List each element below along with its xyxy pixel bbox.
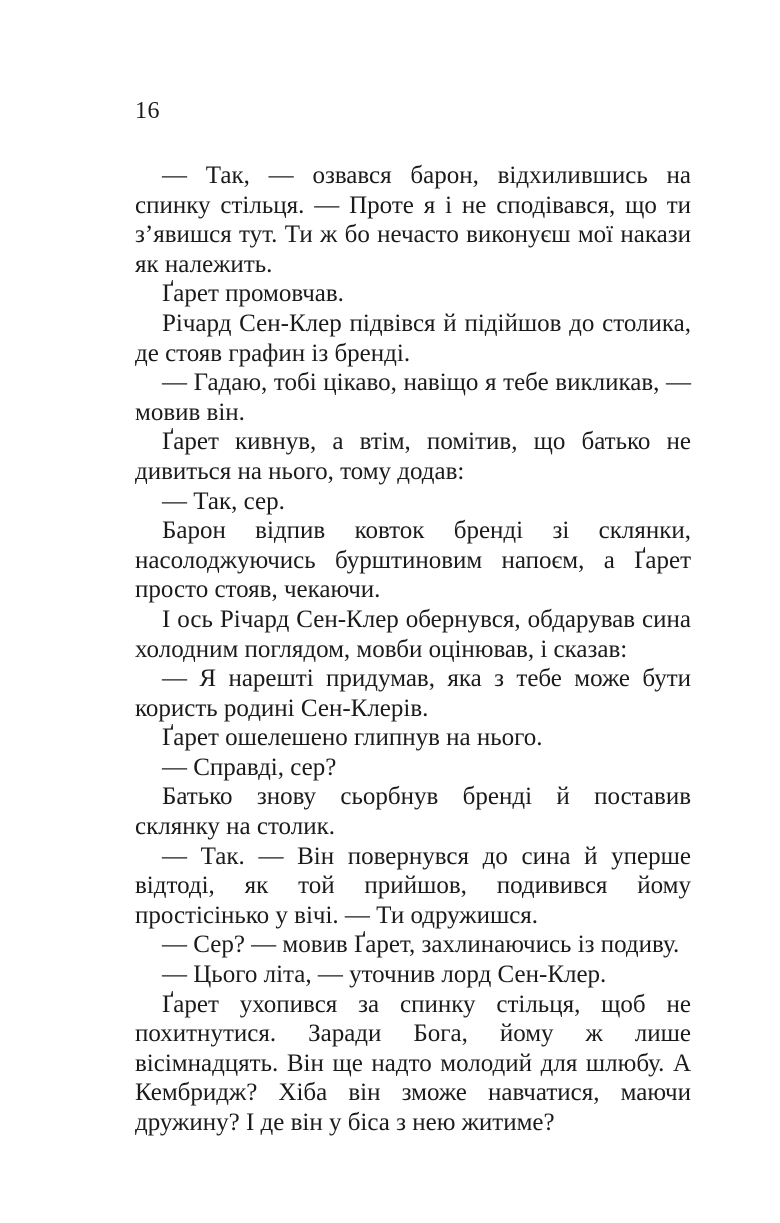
paragraph: — Так. — Він повернувся до сина й уперше відтоді, як той прийшов, подивився йому простісінько у вічі. — Ти одружишся.: [135, 842, 691, 929]
paragraph: Барон відпив ковток бренді зі склянки, насолоджуючись бурштиновим напоєм, а Ґарет просто стояв, чекаючи.: [135, 517, 691, 604]
paragraph: Річард Сен-Клер підвівся й підійшов до столика, де стояв графин із бренді.: [135, 309, 691, 367]
paragraph: — Так, — озвався барон, відхилившись на спинку стільця. — Проте я і не сподівався, що ти з’явишся тут. Ти ж бо нечасто виконуєш мої накази як належить.: [135, 162, 691, 278]
paragraph: — Я нарешті придумав, яка з тебе може бути користь родині Сен-Клерів.: [135, 665, 691, 722]
paragraph: — Справді, сер?: [162, 753, 337, 781]
paragraph: І ось Річард Сен-Клер обернувся, обдарував сина холодним поглядом, мовби оцінював, і сказав:: [135, 605, 691, 663]
paragraph: Ґарет кивнув, а втім, помітив, що батько не дивиться на нього, тому додав:: [135, 428, 691, 485]
paragraph: Ґарет ухопився за спинку стільця, щоб не похитнутися. Заради Бога, йому ж лише вісімнадцять. Він ще надто молодий для шлюбу. А Кембридж? Хіба він зможе навчатися, маючи дружину? І де він у біса з нею житиме?: [135, 990, 691, 1136]
page-number: 16: [135, 98, 160, 124]
paragraph: — Гадаю, тобі цікаво, навіщо я тебе викликав, — мовив він.: [135, 369, 691, 426]
paragraph: — Так, сер.: [162, 487, 285, 515]
paragraph: Батько знову сьорбнув бренді й поставив склянку на столик.: [135, 783, 691, 841]
paragraph: Ґарет ошелешено глипнув на нього.: [162, 724, 543, 752]
paragraph: — Цього літа, — уточнив лорд Сен-Клер.: [162, 961, 607, 989]
paragraph: — Сер? — мовив Ґарет, захлинаючись із подиву.: [162, 931, 680, 959]
body-text: [135, 161, 691, 1138]
paragraph: Ґарет промовчав.: [162, 280, 344, 308]
